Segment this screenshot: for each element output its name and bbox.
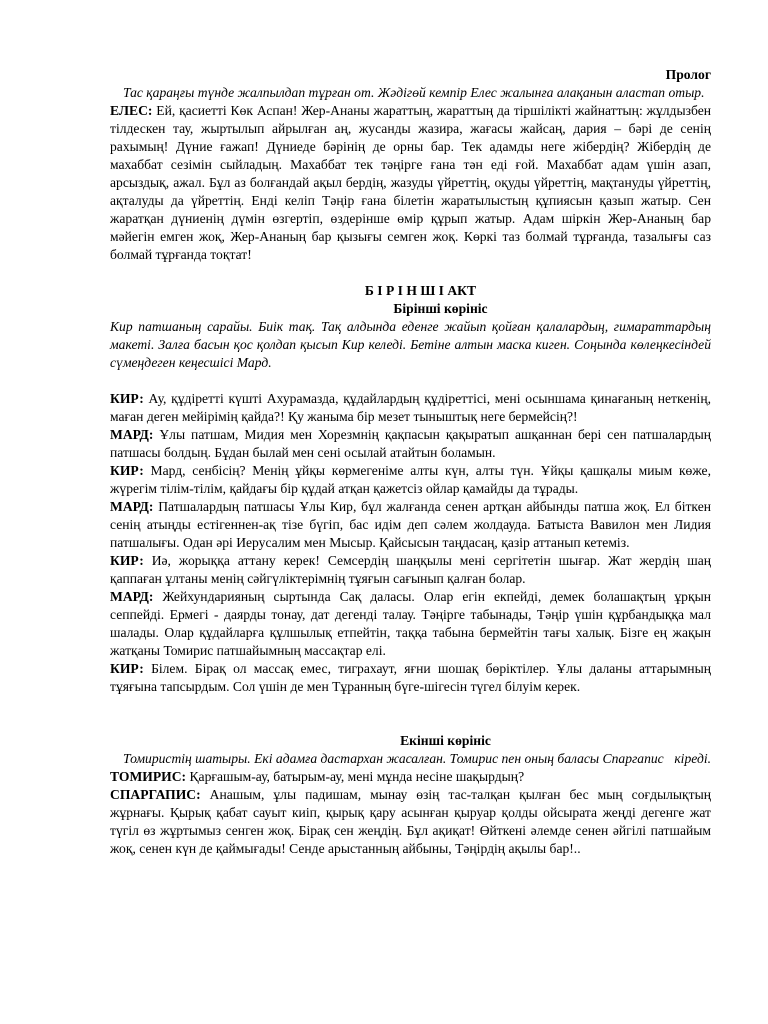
scene1-stage-direction: Кир патшаның сарайы. Биік тақ. Тақ алдында еденге жайып қойған қалалардың, гимараттардың макеті. Залға басын қос қолдап қысып Кир келеді. Бетіне алтын маска киген. Соңында көлеңкесіндей сүмеңдеген кеңесшісі Мард. [110,319,711,370]
speech-text: Жейхундарияның сыртында Сақ даласы. Олар егін екпейді, демек болашақтың ұрқын сеппейді. Ермегі - даярды тонау, дат дегенді талау. Тәңірге табынады, Тәңір үшін құрбандыққа мал шалады. Олар құдайларға құлшылық етпейтін, таққа табына бермейтін тағы халық. Бізге ең жақын жатқаны Томирис патшайымның массақтар елі. [110,589,711,658]
dialogue-line [110,552,711,588]
scene2-stage-direction-end: кіреді. [674,751,711,766]
speech-text: Мард, сенбісің? Менің ұйқы көрмегеніме алты күн, алты түн. Ұйқы қашқалы миым көже, жүрегім тілім-тілім, қайдағы бір құдай атқан қажетсіз ойлар қамайды да тұрады. [110,463,711,496]
spacer [110,696,711,714]
scene2-title: Екінші көрініс [400,733,491,748]
scene1-title: Бірінші көрініс [393,301,488,316]
dialogue-line [110,660,711,696]
spacer [110,372,711,390]
speaker-name: СПАРГАПИС: [110,787,201,802]
speaker-name: КИР: [110,661,144,676]
dialogue-line [110,390,711,426]
speaker-name: МАРД: [110,589,154,604]
prolog-speech [110,102,711,264]
dialogue-line [110,588,711,660]
speech-text: Иә, жорыққа аттану керек! Семсердің шаңқылы мені сергітетін шығар. Жат жердің шаң қаппаған ұлтаны менің сәйгүліктерімнің тұяғын сағынып қалған болар. [110,553,711,586]
speaker-name: КИР: [110,553,144,568]
speaker-name: ТОМИРИС: [110,769,187,784]
dialogue-line [110,462,711,498]
speaker-name: МАРД: [110,499,154,514]
dialogue-line [110,498,711,552]
speech-text: Ау, құдіретті күшті Ахурамазда, құдайлардың құдіреттісі, мені осыншама қинағаның неткенің, маған деген мейірімің қайда?! Қу жаныма бір мезет тыныштық неге бермейсің?! [110,391,711,424]
speech-text: Ей, қасиетті Көк Аспан! Жер-Ананы жараттың, жараттың да тіршілікті жайнаттың: жұлдызбен тілдескен тау, жыртылып айрылған аң, жусанды жазира, жағасы жайсаң, дария – бәрі де сенің рахымың! Дүние ғажап! Дүниеде бәрінің де орны бар. Тек адамды неге жібердің? Жібердің де махаббат сезімін сыйладың. Махаббат тек тәңірге ғана тән еді ғой. Махаббат адам үшін азап, арсыздық, ажал. Бұл аз болғандай ақыл бердің, жазуды үйреттің, оқуды үйреттің, мақтануды үйреттің, ақталуды да үйреттің. Енді келіп Тәңір ғана білетін жаратылыстың құпиясын қазып жатыр. Сен жаратқан дүниенің дүмін өзгертіп, өздерінше өмір құрып жатыр. Адам шіркін Жер-Ананың бар мәйегін емген жоқ, Жер-Ананың бар қызығы семген жоқ. Көркі таз болмай тұрғанда, тазалығы саз болмай тұрғанда тоқтат! [110,103,711,262]
scene2-stage-direction: Томиристің шатыры. Екі адамға дастархан жасалған. Томирис пен оның баласы Спаргапис [123,751,664,766]
spacer [110,264,711,282]
speaker-name: ЕЛЕС: [110,103,153,118]
dialogue-line [110,768,711,786]
prolog-stage-direction: Тас қараңғы түнде жалпылдап тұрған от. Жәдігөй кемпір Елес жалынға алақанын аластап отыр. [123,85,705,100]
dialogue-line [110,786,711,858]
speech-text: Ұлы патшам, Мидия мен Хорезмнің қақпасын қақыратып ашқаннан бері сен патшалардың патшасы болдың. Бұдан былай мен сені осылай атайтын боламын. [110,427,711,460]
speech-text: Патшалардың патшасы Ұлы Кир, бұл жалғанда сенен артқан айбынды патша жоқ. Ел біткен сенің атыңды естігеннен-ақ тізе бүгіп, бас идім деп сәлем жолдауда. Батыста Вавилон мен Лидия патшалығы. Одан әрі Иерусалим мен Мысыр. Қайсысын таңдасаң, қазір аттанып кетеміз. [110,499,711,550]
speech-text: Білем. Бірақ ол массақ емес, тиграхаут, яғни шошақ бөріктілер. Ұлы даланы аттарымның тұяғына тапсырдым. Сол үшін де мен Тұранның бүге-шігесін түгел білуім керек. [110,661,711,694]
speech-text: Қарғашым-ау, батырым-ау, мені мұнда несіне шақырдың? [186,769,525,784]
spacer [110,714,711,732]
speaker-name: КИР: [110,391,144,406]
speaker-name: МАРД: [110,427,154,442]
speaker-name: КИР: [110,463,144,478]
act-title: Б І Р І Н Ш І АКТ [364,283,477,298]
dialogue-line [110,426,711,462]
speech-text: Анашым, ұлы падишам, мынау өзің тас-талқан қылған бес мың соғдылықтың жұрнағы. Қырық қабат сауыт киіп, қырық қару асынған қыруар қолды ойсырата жеңді дегенге жат түгіл өз жұртымыз сенген жоқ. Бірақ сен жеңдің. Бұл ақиқат! Өйткені әлемде сенен әйгілі патшайым жоқ, сенен күн де қаймығады! Сенде арыстанның айбыны, Тәңірдің ақылы бар!.. [110,787,711,856]
prolog-title: Пролог [665,67,711,82]
